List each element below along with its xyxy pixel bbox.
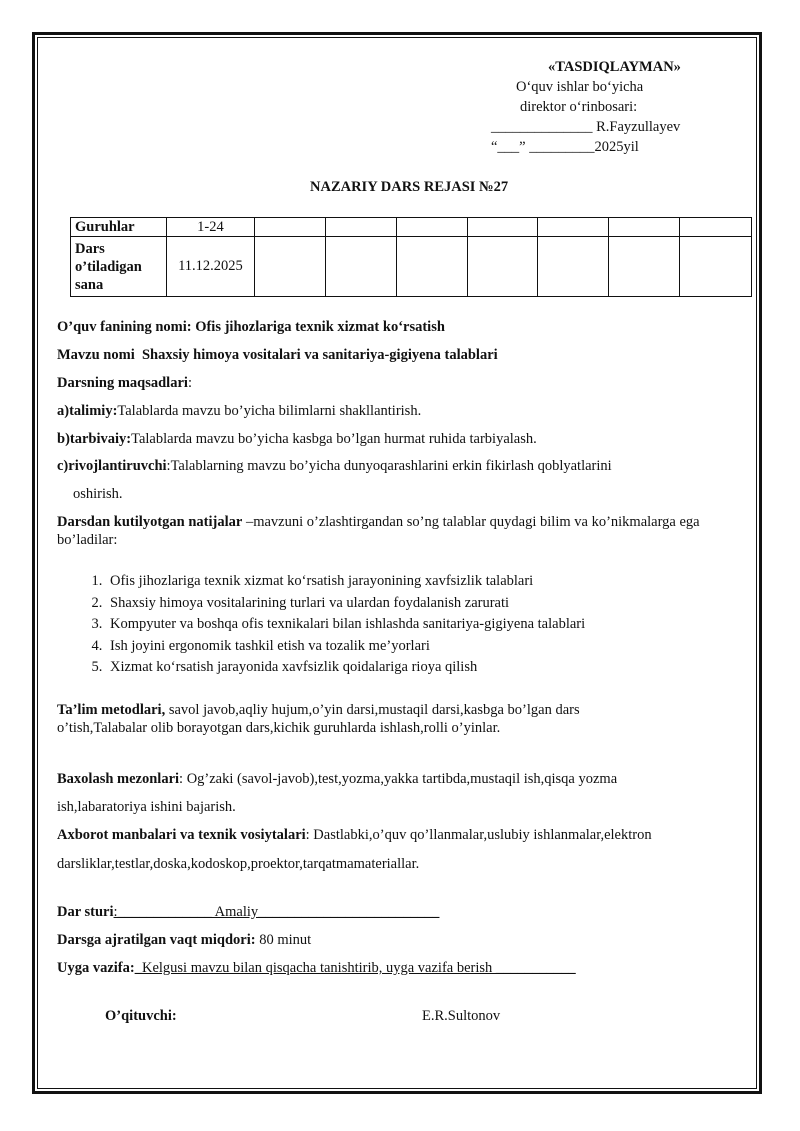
teacher-label: O’qituvchi: bbox=[105, 1008, 177, 1024]
table-cell bbox=[467, 237, 538, 297]
table-row bbox=[71, 218, 752, 237]
lesson-type-value: :_____________ Amaliy_________________________ bbox=[113, 904, 440, 920]
table-row bbox=[71, 237, 752, 297]
table-cell bbox=[609, 218, 680, 237]
goal-a bbox=[57, 402, 421, 420]
table-cell bbox=[680, 218, 752, 237]
list-item: 1. Ofis jihozlariga texnik xizmat ko‘rsatish jarayonining xavfsizlik talablari bbox=[106, 571, 585, 593]
goal-c-text: :Talablarning mavzu bo’yicha dunyoqarashlarini erkin fikirlash qoblyatlarini bbox=[166, 458, 612, 474]
groups-label: Guruhlar bbox=[71, 218, 167, 237]
goal-a-label: a)talimiy: bbox=[57, 403, 118, 419]
methods-label: Ta’lim metodlari, bbox=[57, 702, 166, 718]
table-cell bbox=[254, 218, 325, 237]
groups-value: 1-24 bbox=[166, 218, 254, 237]
assessment-text: : Og’zaki (savol-javob),test,yozma,yakka tartibda,mustaqil ish,qisqa yozma bbox=[179, 771, 618, 787]
methods-paragraph bbox=[57, 701, 647, 737]
topic-label: Mavzu nomi bbox=[57, 347, 135, 363]
subject-line bbox=[57, 318, 445, 336]
duration-line bbox=[57, 931, 311, 949]
subject-value: Ofis jihozlariga texnik xizmat ko‘rsatish bbox=[195, 319, 445, 335]
outcomes-list bbox=[57, 571, 585, 679]
table-cell bbox=[609, 237, 680, 297]
resources-label: Axborot manbalari va texnik vosiytalari bbox=[57, 827, 306, 843]
groups-table bbox=[70, 217, 752, 297]
outcomes-text: –mavzuni o’zlashtirgandan so’ng talablar quydagi bilim va ko’nikmalarga ega bo’ladilar: bbox=[57, 514, 700, 548]
list-item: 3. Kompyuter va boshqa ofis texnikalari bilan ishlashda sanitariya-gigiyena talablari bbox=[106, 614, 585, 636]
methods-text: savol javob,aqliy hujum,o’yin darsi,mustaqil darsi,kasbga bo’lgan dars o’tish,Talabalar olib borayotgan dars,kichik guruhlarda ishlash,rolli o’yinlar. bbox=[57, 702, 580, 736]
homework-label: Uyga vazifa: bbox=[57, 960, 135, 976]
list-item: 2. Shaxsiy himoya vositalarining turlari va ulardan foydalanish zarurati bbox=[106, 593, 585, 615]
approval-title: «TASDIQLAYMAN» bbox=[548, 59, 681, 75]
topic-value: Shaxsiy himoya vositalari va sanitariya-gigiyena talablari bbox=[141, 347, 498, 363]
document-title: NAZARIY DARS REJASI №27 bbox=[310, 179, 509, 195]
goals-heading bbox=[57, 374, 192, 392]
goal-c-label: c)rivojlantiruvchi bbox=[57, 458, 167, 474]
table-cell bbox=[538, 237, 609, 297]
assessment-label: Baxolash mezonlari bbox=[57, 771, 180, 787]
lesson-type-label: Dar sturi bbox=[57, 904, 114, 920]
homework-line bbox=[57, 959, 576, 977]
topic-line bbox=[57, 346, 498, 364]
resources-text: : Dastlabki,o’quv qo’llanmalar,uslubiy ishlanmalar,elektron bbox=[305, 827, 652, 843]
table-cell bbox=[325, 237, 396, 297]
resources-line bbox=[57, 826, 652, 844]
approval-signature-line: ______________ R.Fayzullayev bbox=[491, 119, 681, 135]
goals-label: Darsning maqsadlari bbox=[57, 375, 188, 391]
goal-b-label: b)tarbivaiy: bbox=[57, 431, 132, 447]
goal-b-text: Talablarda mavzu bo’yicha kasbga bo’lgan hurmat ruhida tarbiyalash. bbox=[131, 431, 537, 447]
lesson-date-label: Dars o’tiladigan sana bbox=[71, 237, 167, 297]
duration-value: 80 minut bbox=[255, 932, 312, 948]
approval-line-2: direktor o‘rinbosari: bbox=[520, 99, 638, 115]
goal-a-text: Talablarda mavzu bo’yicha bilimlarni shakllantirish. bbox=[117, 403, 422, 419]
table-cell bbox=[396, 218, 467, 237]
table-cell bbox=[538, 218, 609, 237]
subject-label: O’quv fanining nomi: bbox=[57, 319, 192, 335]
assessment-continuation: ish,labaratoriya ishini bajarish. bbox=[57, 799, 236, 815]
table-cell bbox=[467, 218, 538, 237]
duration-label: Darsga ajratilgan vaqt miqdori: bbox=[57, 932, 256, 948]
goal-b bbox=[57, 430, 537, 448]
list-item: 5. Xizmat ko‘rsatish jarayonida xavfsizlik qoidalariga rioya qilish bbox=[106, 657, 585, 679]
table-cell bbox=[325, 218, 396, 237]
table-cell bbox=[254, 237, 325, 297]
goals-colon: : bbox=[187, 375, 192, 391]
list-item: 4. Ish joyini ergonomik tashkil etish va tozalik me’yorlari bbox=[106, 636, 585, 658]
goal-c-continuation: oshirish. bbox=[73, 486, 123, 502]
approval-date-line: “___” _________2025yil bbox=[491, 139, 639, 155]
table-cell bbox=[396, 237, 467, 297]
table-cell bbox=[680, 237, 752, 297]
outcomes-label: Darsdan kutilyotgan natijalar bbox=[57, 514, 243, 530]
homework-value: _Kelgusi mavzu bilan qisqacha tanishtirib, uyga vazifa berish ___________ bbox=[134, 960, 576, 976]
approval-line-1: O‘quv ishlar bo‘yicha bbox=[516, 79, 644, 95]
lesson-date-value: 11.12.2025 bbox=[166, 237, 254, 297]
assessment-line bbox=[57, 770, 617, 788]
goal-c bbox=[57, 457, 612, 475]
teacher-name: E.R.Sultonov bbox=[422, 1008, 501, 1024]
resources-continuation: darsliklar,testlar,doska,kodoskop,proektor,tarqatmamateriallar. bbox=[57, 856, 420, 872]
lesson-type-line bbox=[57, 903, 439, 921]
outcomes-paragraph bbox=[57, 513, 737, 549]
